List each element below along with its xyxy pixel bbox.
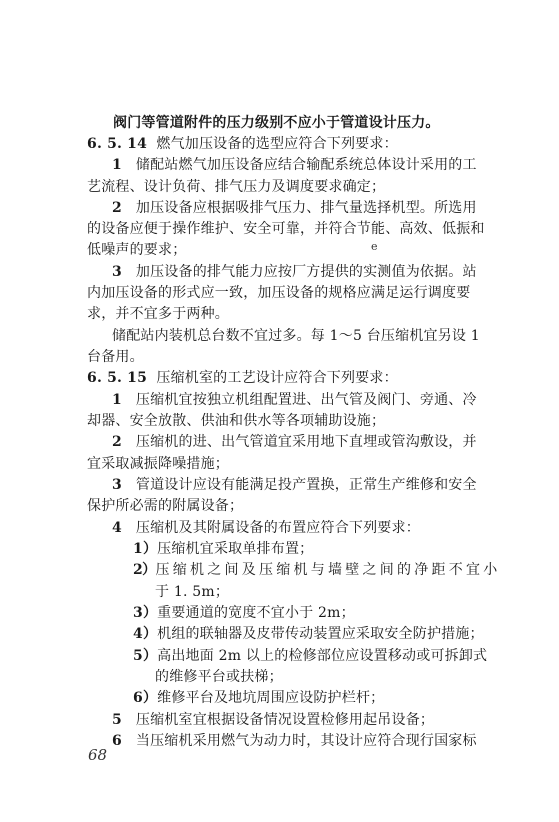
- text-line: 台备用。: [87, 349, 144, 365]
- list-item: 5 压缩机室宜根据设备情况设置检修用起吊设备；: [112, 712, 435, 728]
- section-text: 燃气加压设备的选型应符合下列要求：: [156, 136, 398, 152]
- text-line: 艺流程、设计负荷、排气压力及调度要求确定；: [87, 179, 386, 195]
- sub-list-item: 3）重要通道的宽度不宜小于 2m；: [133, 605, 355, 621]
- text-line: 内加压设备的形式应一致，加压设备的规格应满足运行调度要: [87, 285, 471, 301]
- sub-list-item: 2）压 缩 机 之 间 及 压 缩 机 与 墙 壁 之 间 的 净 距 不 宜 小: [133, 562, 497, 578]
- list-item: 6 当压缩机采用燃气为动力时，其设计应符合现行国家标: [112, 733, 477, 749]
- list-item: 2 压缩机的进、出气管道宜采用地下直埋或管沟敷设，并: [112, 434, 477, 450]
- list-item: 1 压缩机宜按独立机组配置进、出气管及阀门、旁通、冷: [112, 392, 477, 408]
- section-6-5-15: [87, 368, 398, 388]
- list-item: 2 加压设备应根据吸排气压力、排气量选择机型。所选用: [112, 200, 477, 216]
- sub-list-item: 4）机组的联轴器及皮带传动装置应采取安全防护措施；: [133, 626, 484, 642]
- sub-list-item: 1）压缩机宜采取单排布置；: [133, 541, 314, 557]
- list-item: 3 管道设计应设有能满足投产置换，正常生产维修和安全: [112, 477, 477, 493]
- list-item: 1 储配站燃气加压设备应结合输配系统总体设计采用的工: [112, 157, 477, 173]
- text-line: 的设备应便于操作维护、安全可靠，并符合节能、高效、低振和: [87, 221, 485, 237]
- text-line: 宜采取减振降噪措施；: [87, 456, 229, 472]
- sub-list-item: 6）维修平台及地坑周围应设防护栏杆；: [133, 690, 385, 706]
- text-line: 的维修平台或扶梯；: [155, 669, 283, 685]
- section-number: 6. 5. 14: [87, 136, 148, 152]
- speck-mark: e: [371, 240, 378, 253]
- text-line: 于 1. 5m；: [155, 584, 230, 600]
- section-text: 压缩机室的工艺设计应符合下列要求：: [156, 370, 398, 386]
- list-item: 3 加压设备的排气能力应按厂方提供的实测值为依据。站: [112, 264, 477, 280]
- section-number: 6. 5. 15: [87, 370, 148, 386]
- list-item: 4 压缩机及其附属设备的布置应符合下列要求：: [112, 520, 420, 536]
- text-line: 保护所必需的附属设备；: [87, 498, 244, 514]
- sub-list-item: 5）高出地面 2m 以上的检修部位应设置移动或可拆卸式: [133, 648, 488, 664]
- text-line: 储配站内装机总台数不宜过多。每 1～5 台压缩机宜另设 1: [112, 328, 480, 344]
- page-number: 68: [88, 746, 108, 764]
- section-6-5-14: [87, 134, 398, 154]
- text-line: 求，并不宜多于两种。: [87, 306, 229, 322]
- text-line: 却器、安全放散、供油和供水等各项辅助设施；: [87, 413, 386, 429]
- text-line: 低噪声的要求；: [87, 242, 187, 258]
- text-line: 阀门等管道附件的压力级别不应小于管道设计压力。: [113, 115, 440, 131]
